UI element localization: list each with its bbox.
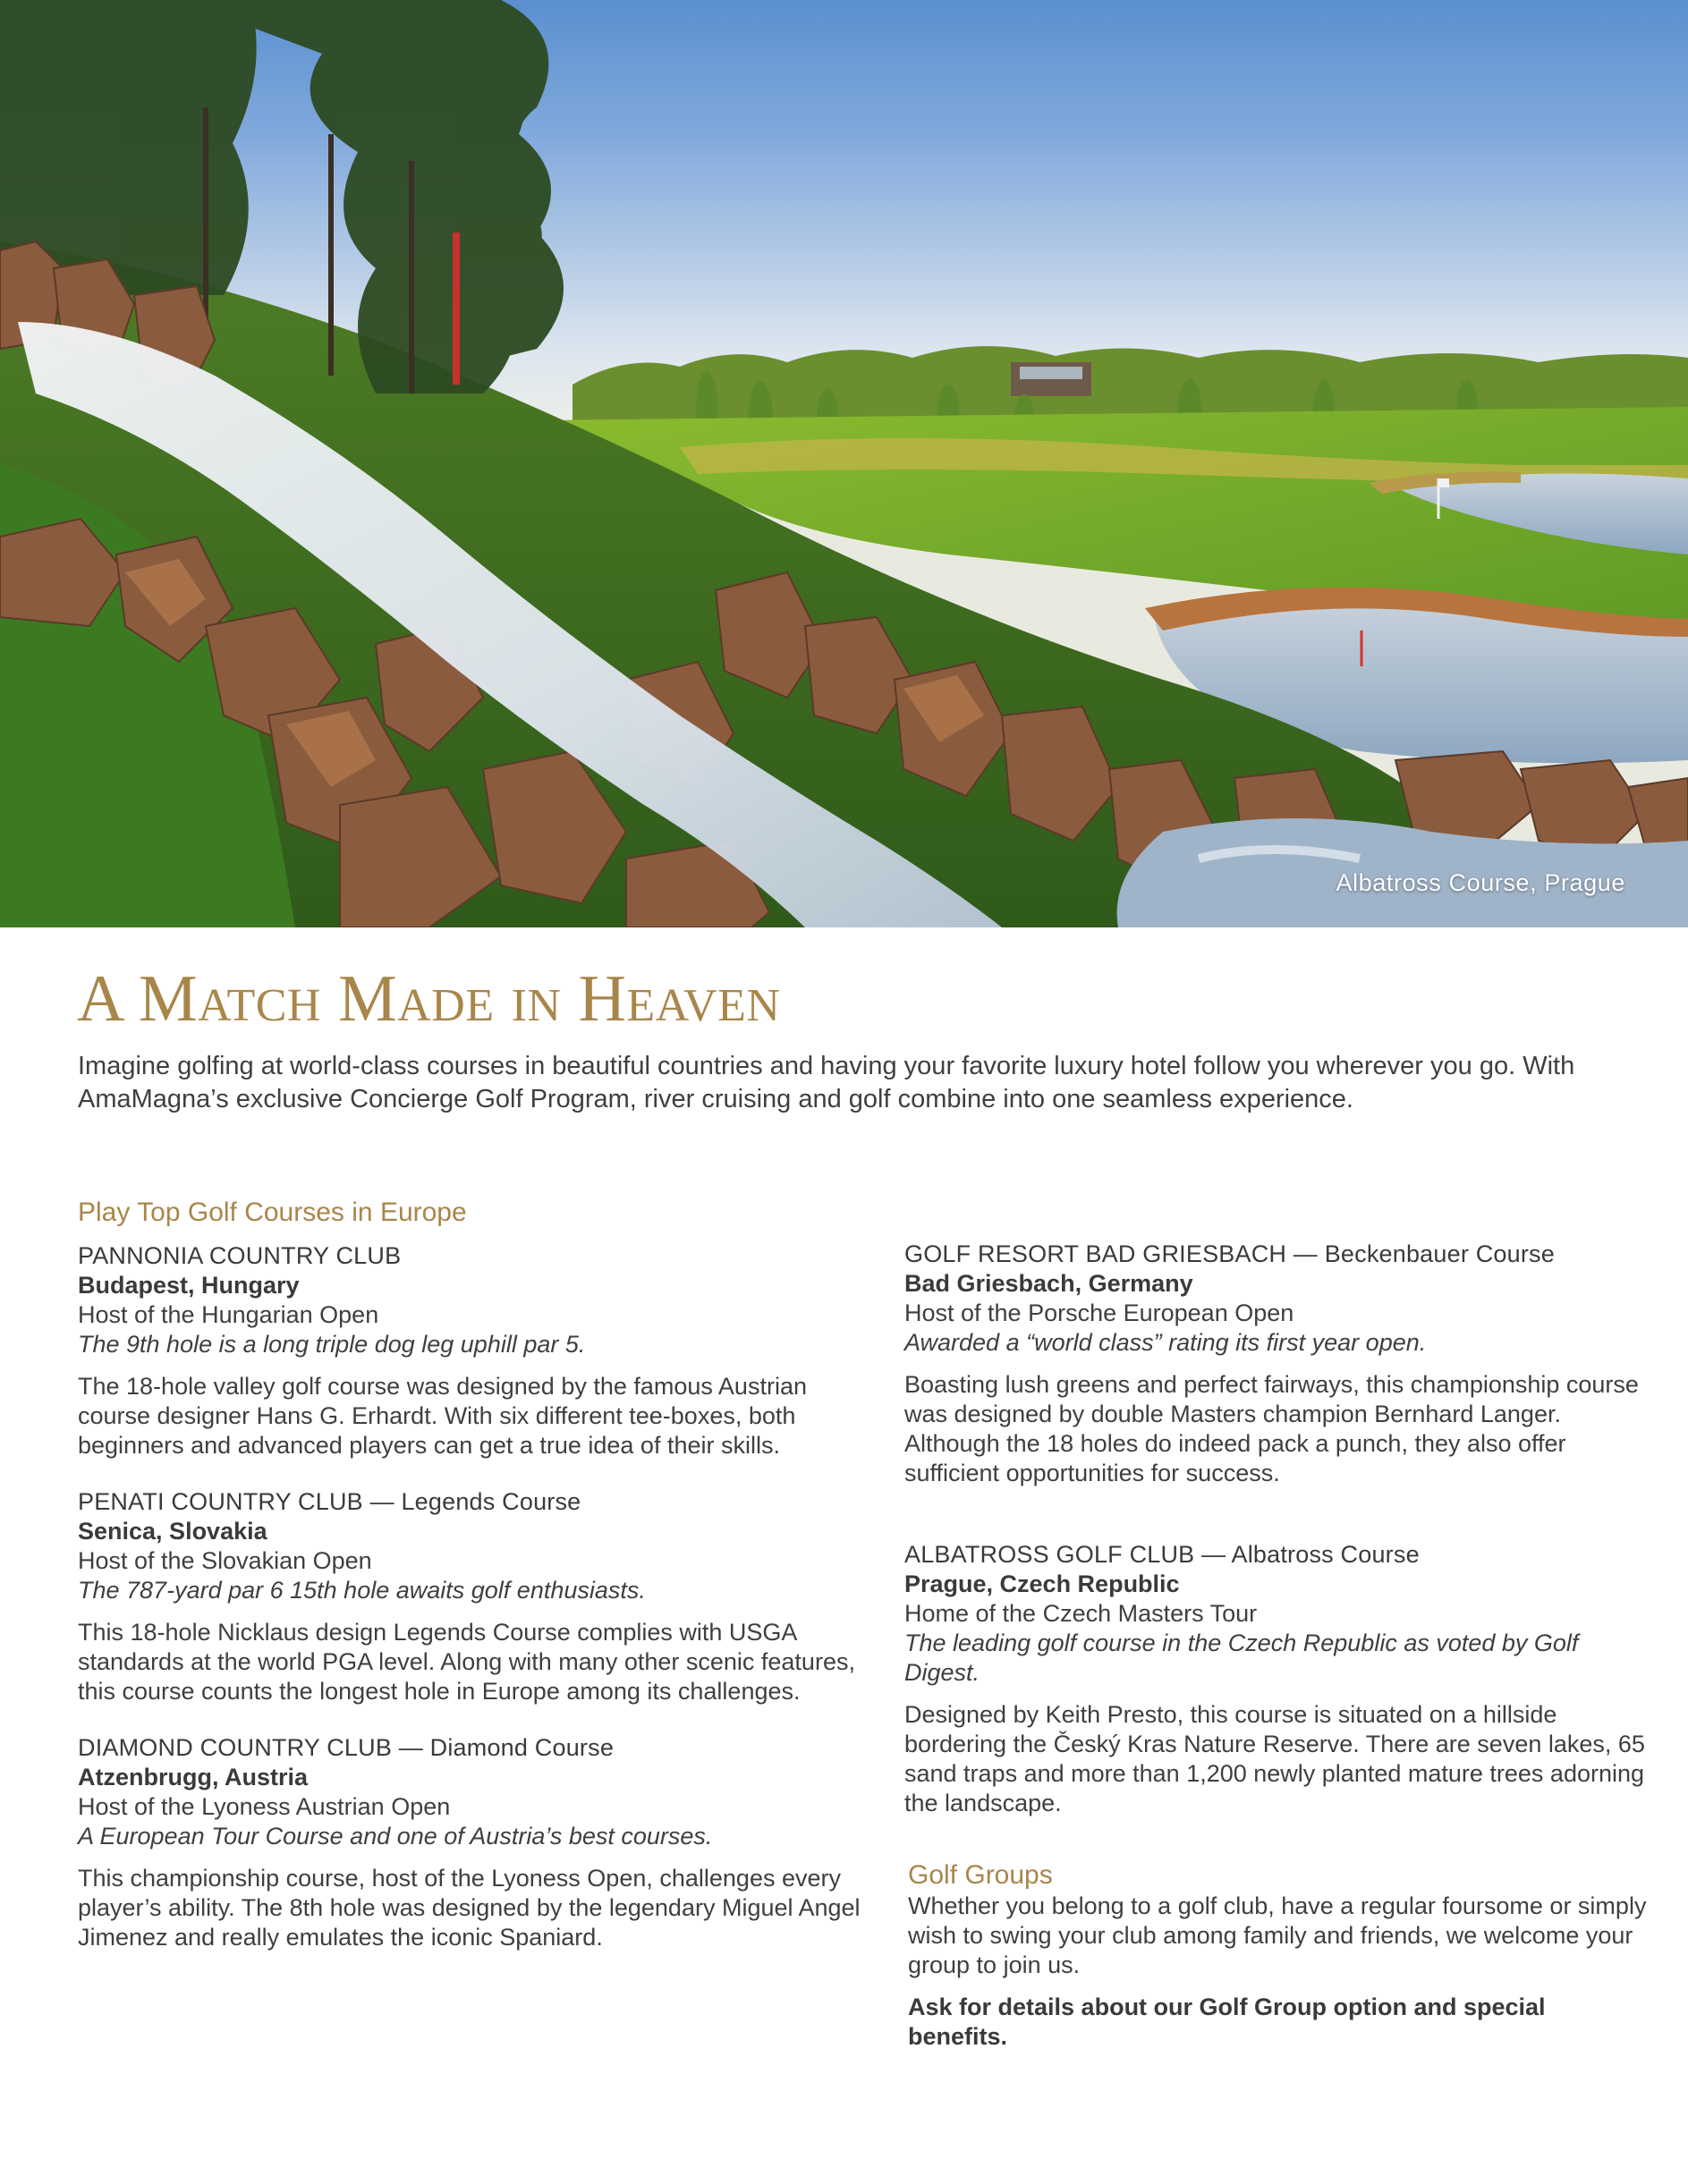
course-entry-penati [78,1487,883,1706]
course-highlight: Awarded a “world class” rating its first year open. [904,1329,1427,1356]
course-entry-bad-griesbach [904,1240,1647,1488]
intro-paragraph: Imagine golfing at world-class courses in beautiful countries and having your favorite luxury hotel follow you wherever you go. With AmaMagna’s exclusive Concierge Golf Program, river cruising and golf combine into one seamless experience. [78,1052,1575,1113]
course-entry-diamond [78,1733,883,1952]
course-description: This 18-hole Nicklaus design Legends Course complies with USGA standards at the world PGA level. Along with many other scenic features, this course counts the longest hole in Europe among its challenges. [78,1619,855,1705]
course-host: Host of the Hungarian Open [78,1301,379,1328]
course-entry-albatross [904,1540,1647,1818]
course-name: PANNONIA COUNTRY CLUB [78,1242,402,1269]
course-description: This championship course, host of the Lyoness Open, challenges every player’s ability. The 8th hole was designed by the legendary Miguel Angel Jimenez and really emulates the iconic Spaniard. [78,1865,861,1951]
course-location: Bad Griesbach, Germany [904,1270,1193,1297]
course-name: DIAMOND COUNTRY CLUB — Diamond Course [78,1734,615,1761]
course-highlight: The 9th hole is a long triple dog leg uphill par 5. [78,1331,586,1358]
golf-groups-section [904,1859,1647,2052]
courses-left-column [78,1197,883,1952]
course-name: PENATI COUNTRY CLUB — Legends Course [78,1488,581,1515]
course-name: GOLF RESORT BAD GRIESBACH — Beckenbauer Course [904,1240,1555,1267]
course-entry-pannonia [78,1241,883,1460]
course-location: Senica, Slovakia [78,1518,267,1545]
course-location: Atzenbrugg, Austria [78,1764,309,1790]
page-title: A Match Made in Heaven [77,962,781,1036]
course-highlight: The leading golf course in the Czech Republic as voted by Golf Digest. [904,1630,1579,1686]
golf-groups-cta: Ask for details about our Golf Group option and special benefits. [908,1994,1546,2050]
courses-right-column [904,1240,1647,2052]
hero-photo [0,0,1688,927]
course-name: ALBATROSS GOLF CLUB — Albatross Course [904,1541,1420,1568]
photo-caption: Albatross Course, Prague [1336,869,1625,896]
course-description: The 18-hole valley golf course was designed by the famous Austrian course designer Hans G. Erhardt. With six different tee-boxes, both beginners and advanced players can get a true idea of their skills. [78,1373,807,1459]
course-highlight: A European Tour Course and one of Austria’s best courses. [78,1823,713,1850]
course-host: Host of the Slovakian Open [78,1547,372,1574]
section-heading-golf-groups: Golf Groups [908,1860,1053,1890]
course-description: Boasting lush greens and perfect fairways, this championship course was designed by double Masters champion Bernhard Langer. Although the 18 holes do indeed pack a punch, they also offer sufficient opportunities for success. [904,1371,1639,1486]
hero-photo-illustration [0,0,1688,927]
course-highlight: The 787-yard par 6 15th hole awaits golf enthusiasts. [78,1577,646,1604]
course-location: Budapest, Hungary [78,1272,300,1299]
section-heading-golf-courses: Play Top Golf Courses in Europe [78,1198,467,1227]
golf-groups-body: Whether you belong to a golf club, have a regular foursome or simply wish to swing your club among family and friends, we welcome your group to join us. [908,1892,1647,1978]
course-host: Host of the Porsche European Open [904,1299,1294,1326]
course-host: Home of the Czech Masters Tour [904,1600,1258,1627]
course-host: Host of the Lyoness Austrian Open [78,1793,451,1820]
course-description: Designed by Keith Presto, this course is situated on a hillside bordering the Český Kras Nature Reserve. There are seven lakes, 65 sand traps and more than 1,200 newly planted mature trees adorning the landscape. [904,1701,1645,1816]
course-location: Prague, Czech Republic [904,1570,1180,1597]
